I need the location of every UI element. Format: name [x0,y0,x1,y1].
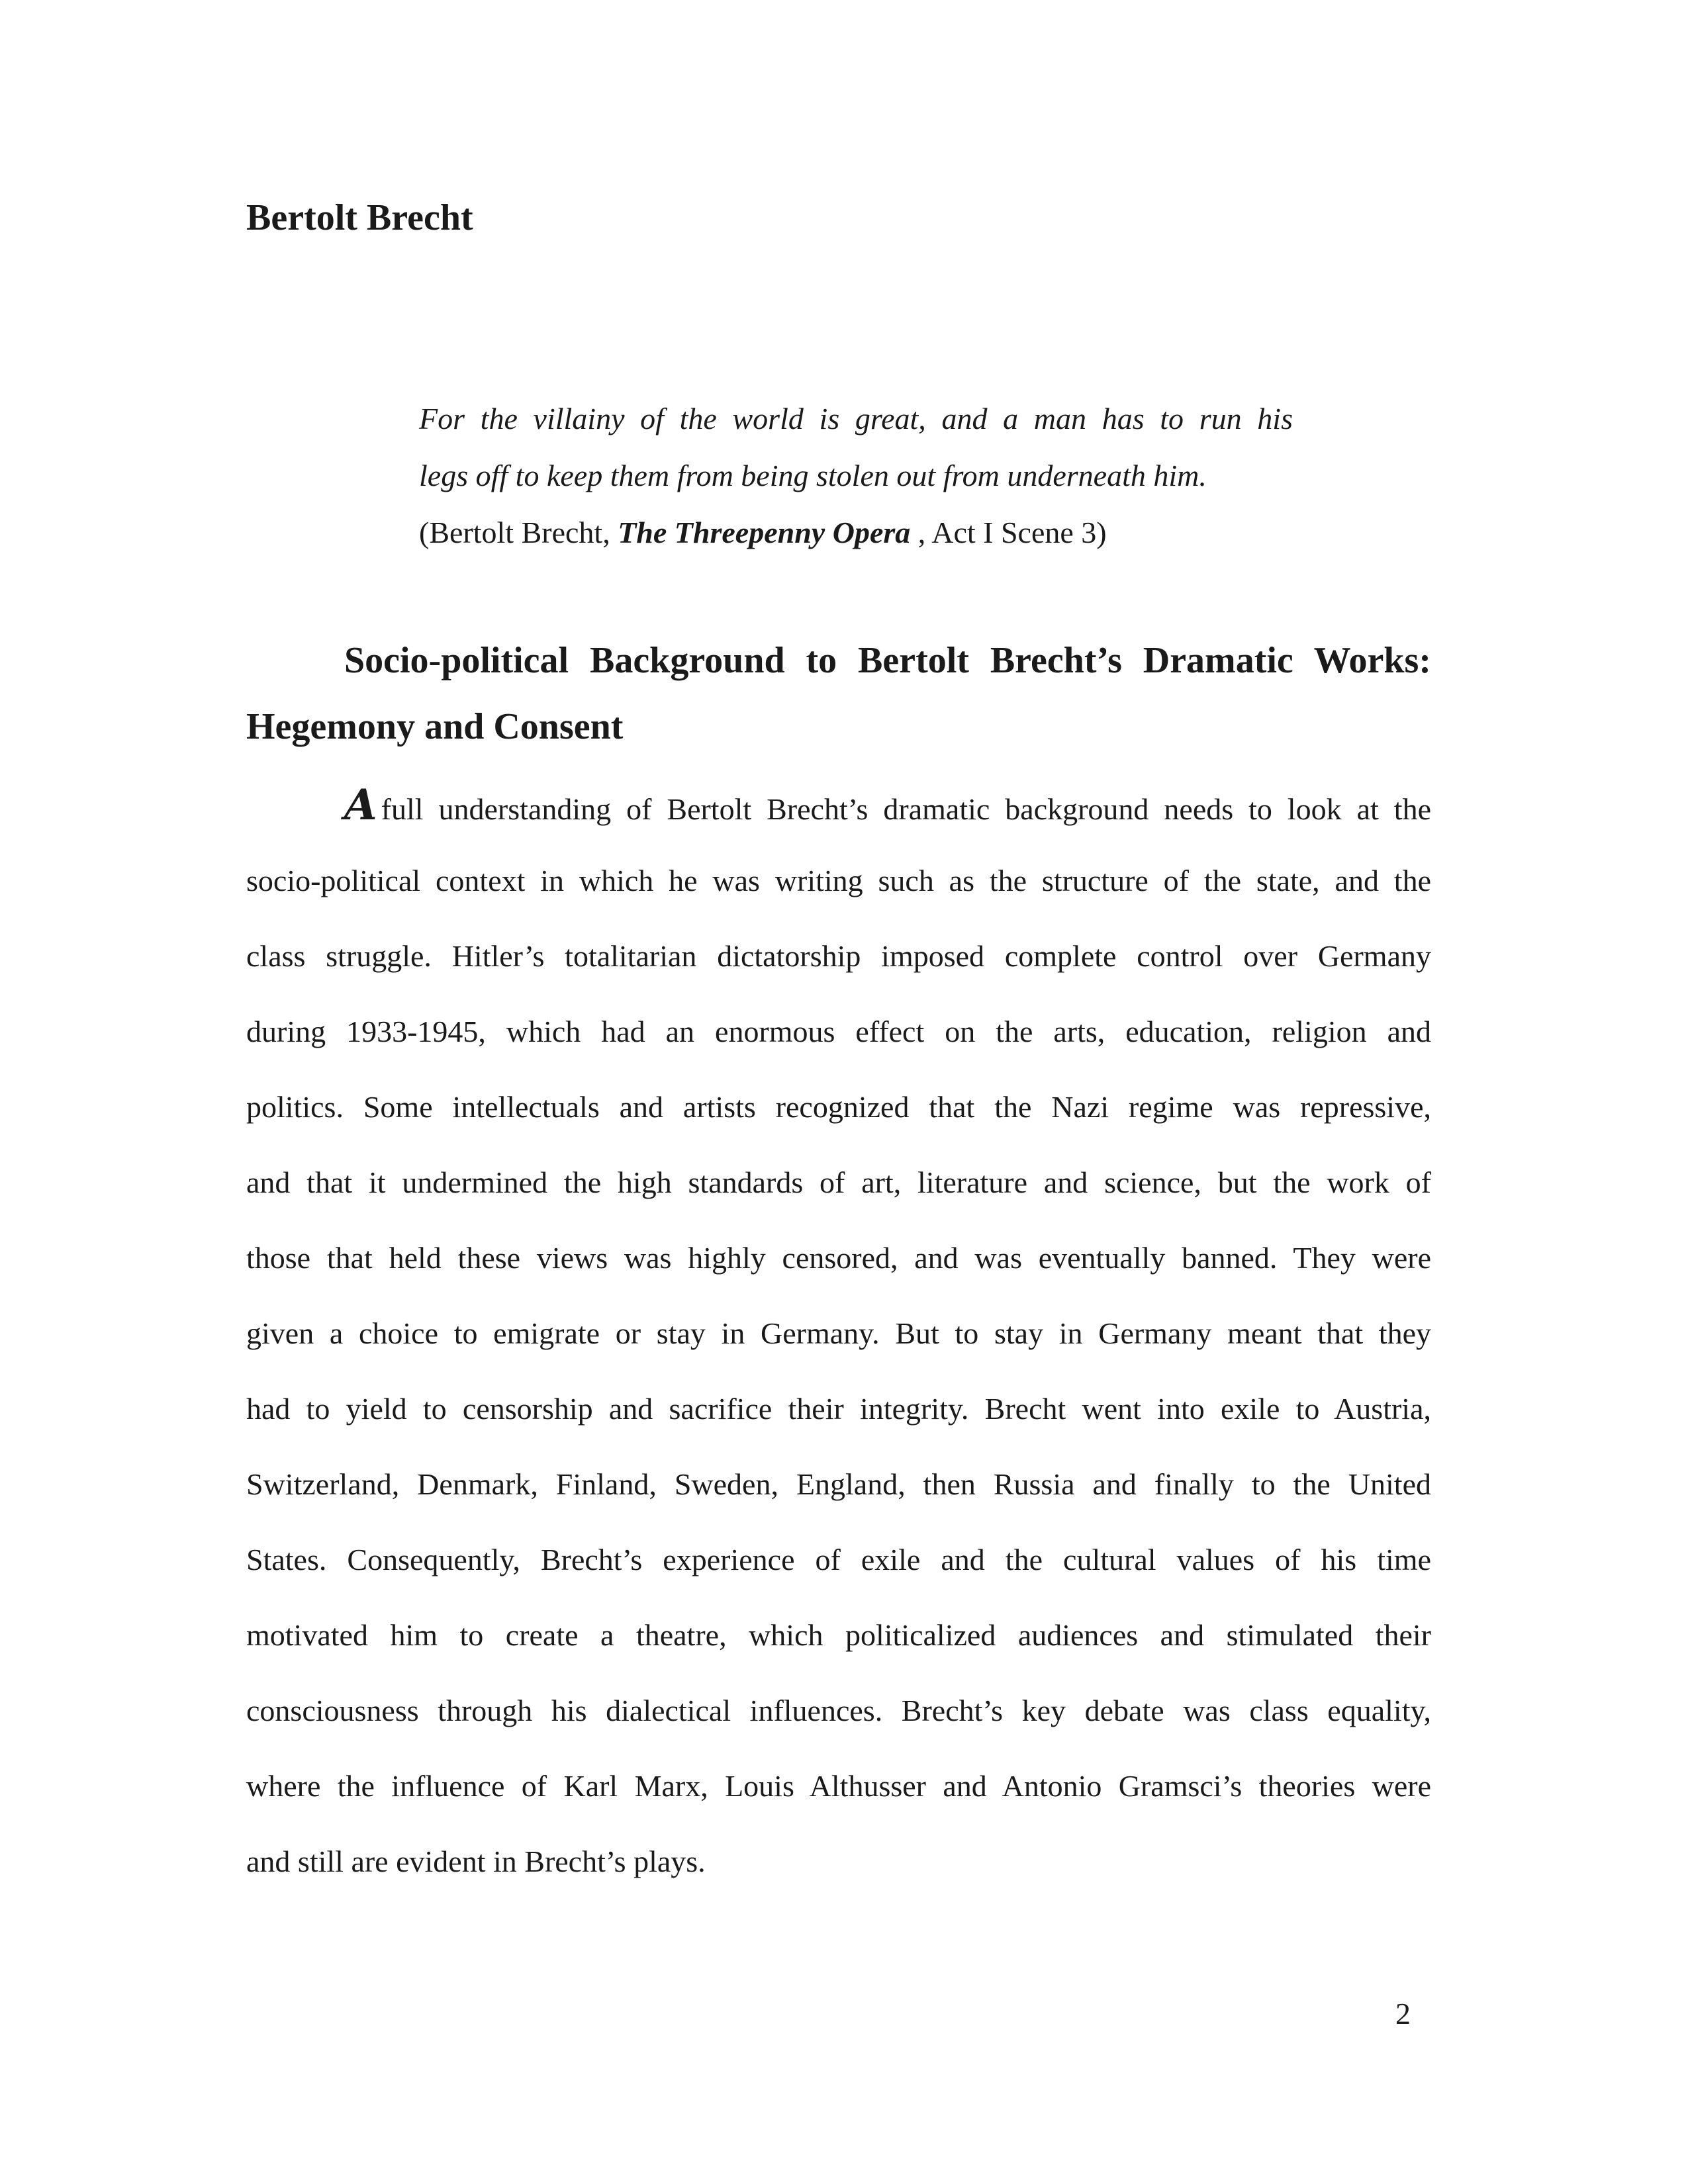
body-line: those that held these views was highly censored, and was eventually banned. They were [246,1241,1431,1275]
drop-cap: A [344,780,377,830]
body-line: consciousness through his dialectical influences. Brecht’s key debate was class equality, [246,1694,1431,1727]
body-line: motivated him to create a theatre, which politicalized audiences and stimulated their [246,1618,1431,1652]
epigraph [419,390,1293,561]
body-line: had to yield to censorship and sacrifice their integrity. Brecht went into exile to Austria, [246,1392,1431,1426]
body-line: and that it undermined the high standards of art, literature and science, but the work of [246,1165,1431,1199]
section-heading-line: Hegemony and Consent [246,706,624,747]
body-line: and still are evident in Brecht’s plays. [246,1844,706,1878]
epigraph-source-prefix: (Bertolt Brecht, [419,516,618,549]
epigraph-line: legs off to keep them from being stolen out from underneath him. [419,459,1207,492]
first-line-text: full understanding of Bertolt Brecht’s dramatic background needs to look at the [381,792,1431,826]
body-line [246,768,1431,843]
body-line: where the influence of Karl Marx, Louis Althusser and Antonio Gramsci’s theories were [246,1769,1431,1803]
epigraph-source-work: The Threepenny Opera [618,516,911,549]
body-line: socio-political context in which he was writing such as the structure of the state, and the [246,864,1431,897]
epigraph-source-suffix: , Act I Scene 3) [910,516,1107,549]
chapter-title: Bertolt Brecht [246,197,473,238]
body-paragraph [246,768,1431,1899]
body-line: during 1933-1945, which had an enormous effect on the arts, education, religion and [246,1015,1431,1048]
epigraph-line: For the villainy of the world is great, and a man has to run his [419,402,1293,435]
epigraph-source [419,504,1293,561]
body-line: given a choice to emigrate or stay in Germany. But to stay in Germany meant that they [246,1316,1431,1350]
body-line: class struggle. Hitler’s totalitarian dictatorship imposed complete control over Germany [246,939,1431,973]
body-line: politics. Some intellectuals and artists recognized that the Nazi regime was repressive, [246,1090,1431,1124]
body-line: States. Consequently, Brecht’s experience of exile and the cultural values of his time [246,1543,1431,1576]
page-number: 2 [1395,1997,1411,2030]
section-heading-line: Socio-political Background to Bertolt Brecht’s Dramatic Works: [344,640,1431,681]
body-line: Switzerland, Denmark, Finland, Sweden, England, then Russia and finally to the United [246,1467,1431,1501]
section-heading [246,627,1431,760]
